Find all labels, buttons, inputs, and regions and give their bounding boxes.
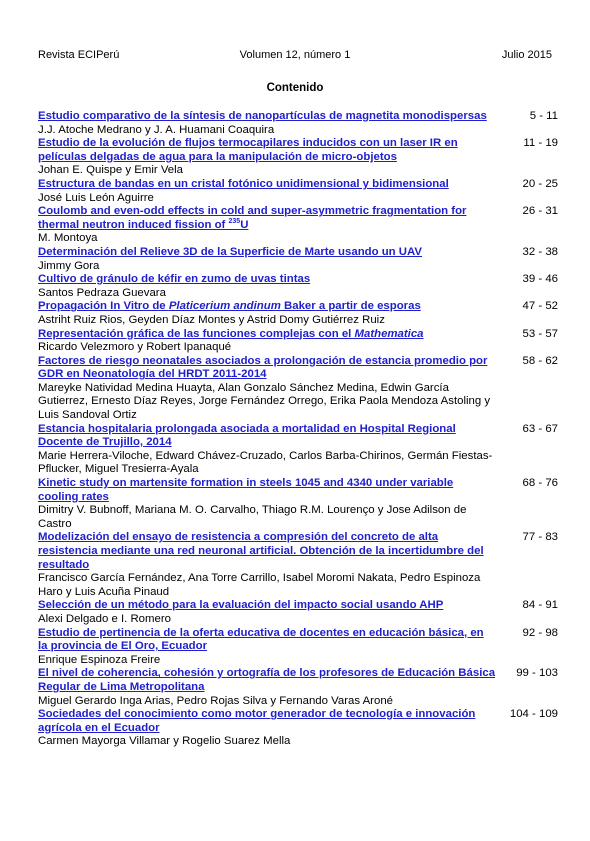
toc-entry bbox=[38, 205, 558, 246]
page-range: 104 - 109 bbox=[509, 708, 558, 721]
page-range: 63 - 67 bbox=[522, 422, 558, 435]
page-range: 11 - 19 bbox=[523, 137, 558, 150]
toc-entry bbox=[38, 627, 558, 668]
toc-entry bbox=[38, 355, 558, 423]
page-range: 47 - 52 bbox=[522, 300, 558, 313]
page-range: 84 - 91 bbox=[522, 599, 558, 612]
title-text-end: U bbox=[240, 218, 249, 231]
toc-entry bbox=[38, 110, 558, 137]
volume-label: Volumen 12, número 1 bbox=[239, 49, 351, 61]
page-range: 53 - 57 bbox=[522, 327, 558, 340]
article-authors: Santos Pedraza Guevara bbox=[38, 286, 166, 299]
journal-name: Revista ECIPerú bbox=[38, 49, 120, 61]
article-title-link[interactable]: Determinación del Relieve 3D de la Superficie de Marte usando un UAV bbox=[38, 245, 423, 258]
contents-heading: Contenido bbox=[266, 82, 324, 94]
toc-entry bbox=[38, 273, 558, 300]
toc-entry bbox=[38, 246, 558, 273]
article-title-link[interactable]: Kinetic study on martensite formation in steels 1045 and 4340 under variable cooling rates bbox=[38, 477, 454, 503]
toc-entry bbox=[38, 667, 558, 708]
toc-entry bbox=[38, 300, 558, 327]
toc-entry bbox=[38, 137, 558, 178]
title-text: Representación gráfica de las funciones complejas con el bbox=[38, 327, 355, 340]
table-of-contents bbox=[38, 110, 558, 749]
page-range: 99 - 103 bbox=[516, 667, 558, 680]
species-name: Platicerium andinum bbox=[168, 300, 281, 313]
toc-entry bbox=[38, 178, 558, 205]
article-title-link[interactable]: Estudio comparativo de la síntesis de nanopartículas de magnetita monodispersas bbox=[38, 110, 487, 122]
article-authors: Jimmy Gora bbox=[38, 259, 100, 272]
article-authors: Miguel Gerardo Inga Arias, Pedro Rojas Silva y Fernando Varas Aroné bbox=[38, 694, 393, 707]
article-authors: Enrique Espinoza Freire bbox=[38, 653, 161, 666]
toc-entry bbox=[38, 531, 558, 599]
article-title-link[interactable]: Estancia hospitalaria prolongada asociada a mortalidad en Hospital Regional Docente de Trujillo, 2014 bbox=[38, 422, 456, 449]
page-range: 68 - 76 bbox=[522, 477, 558, 490]
article-authors: J.J. Atoche Medrano y J. A. Huamani Coaquira bbox=[38, 123, 275, 136]
article-title-link[interactable]: Estudio de pertinencia de la oferta educativa de docentes en educación básica, en la provincia de El Oro, Ecuador bbox=[38, 626, 484, 653]
article-authors: José Luis León Aguirre bbox=[38, 191, 154, 204]
page-range: 58 - 62 bbox=[522, 354, 558, 367]
article-title-link[interactable]: Factores de riesgo neonatales asociados a prolongación de estancia promedio por GDR en Neonatología del HRDT 2011-2014 bbox=[38, 354, 488, 381]
title-text-end: Baker a partir de esporas bbox=[280, 300, 421, 313]
article-authors: M. Montoya bbox=[38, 232, 98, 245]
title-text: Propagación In Vitro de bbox=[38, 300, 169, 313]
page-range: 92 - 98 bbox=[522, 626, 558, 639]
article-authors: Francisco García Fernández, Ana Torre Carrillo, Isabel Moromi Nakata, Pedro Espinoza Haro y Luis Acuña Pinaud bbox=[38, 572, 481, 598]
page-range: 32 - 38 bbox=[522, 245, 558, 258]
article-authors: Alexi Delgado e I. Romero bbox=[38, 612, 171, 625]
article-title-link[interactable]: Selección de un método para la evaluación del impacto social usando AHP bbox=[38, 599, 444, 612]
toc-entry bbox=[38, 328, 558, 355]
page-range: 26 - 31 bbox=[522, 205, 558, 218]
toc-entry bbox=[38, 477, 558, 531]
article-title-link[interactable]: Modelización del ensayo de resistencia a compresión del concreto de alta resistencia mediante una red neuronal artificial. Obtención de la incertidumbre del resultado bbox=[38, 531, 484, 571]
page-range: 20 - 25 bbox=[522, 177, 558, 190]
article-title-link[interactable] bbox=[38, 300, 496, 314]
article-authors: Marie Herrera-Viloche, Edward Chávez-Cruzado, Carlos Barba-Chirinos, Germán Fiestas-Pflucker, Miguel Tresierra-Ayala bbox=[38, 449, 493, 476]
isotope-superscript: 235 bbox=[228, 217, 241, 225]
page-range: 77 - 83 bbox=[522, 531, 558, 544]
software-name: Mathematica bbox=[354, 327, 424, 340]
toc-entry bbox=[38, 708, 558, 749]
article-title-link[interactable] bbox=[38, 328, 496, 342]
article-authors: Ricardo Velezmoro y Robert Ipanaqué bbox=[38, 341, 232, 354]
article-title-link[interactable]: Sociedades del conocimiento como motor generador de tecnología e innovación agrícola en el Ecuador bbox=[38, 708, 476, 734]
article-authors: Mareyke Natividad Medina Huayta, Alan Gonzalo Sánchez Medina, Edwin García Gutierrez, Ernesto Díaz Reyes, Jorge Fernández Orrego, Erika Paola Mendoza Astoling y Luis Sandoval Ortiz bbox=[38, 381, 491, 422]
article-authors: Dimitry V. Bubnoff, Mariana M. O. Carvalho, Thiago R.M. Lourenço y Jose Adilson de Castro bbox=[38, 504, 467, 530]
article-authors: Carmen Mayorga Villamar y Rogelio Suarez Mella bbox=[38, 735, 291, 748]
article-authors: Johan E. Quispe y Emir Vela bbox=[38, 164, 183, 177]
article-title-link[interactable]: Estructura de bandas en un cristal fotónico unidimensional y bidimensional bbox=[38, 177, 449, 190]
toc-entry bbox=[38, 423, 558, 477]
page-range: 39 - 46 bbox=[522, 273, 558, 286]
title-text: Coulomb and even-odd effects in cold and super-asymmetric fragmentation for thermal neutron induced fission of bbox=[38, 205, 467, 231]
article-authors: Astriht Ruiz Rios, Geyden Díaz Montes y Astrid Domy Gutiérrez Ruiz bbox=[38, 313, 385, 326]
article-title-link[interactable]: Estudio de la evolución de flujos termocapilares inducidos con un laser IR en películas delgadas de agua para la manipulación de micro-objetos bbox=[38, 137, 458, 163]
issue-date: Julio 2015 bbox=[501, 49, 552, 61]
article-title-link[interactable]: El nivel de coherencia, cohesión y ortografía de los profesores de Educación Básica Regular de Lima Metropolitana bbox=[38, 667, 496, 693]
page-range: 5 - 11 bbox=[529, 110, 558, 122]
article-title-link[interactable]: Cultivo de gránulo de kéfir en zumo de uvas tintas bbox=[38, 273, 311, 286]
article-title-link[interactable] bbox=[38, 205, 496, 232]
toc-entry bbox=[38, 599, 558, 626]
